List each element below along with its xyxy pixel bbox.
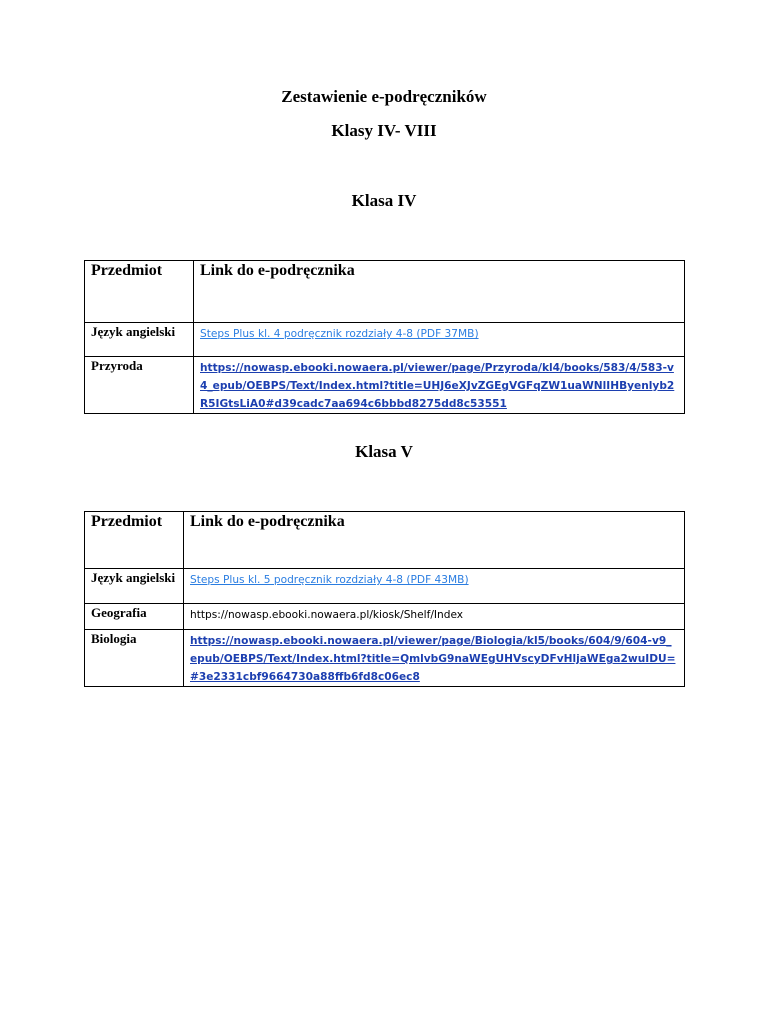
section-heading-klasa-iv: Klasa IV (351, 191, 417, 210)
ebook-link[interactable]: Steps Plus kl. 5 podręcznik rozdziały 4-8 (PDF 43MB) (190, 574, 469, 586)
ebook-table-klasa-v (84, 511, 685, 687)
link-cell (184, 604, 685, 630)
document-title: Zestawienie e-podręczników (281, 87, 487, 106)
subject-cell: Język angielski (85, 569, 184, 604)
section-heading-klasa-v: Klasa V (355, 442, 413, 461)
table-row (85, 357, 685, 414)
table-header-row (85, 512, 685, 569)
column-header-subject: Przedmiot (85, 512, 184, 569)
subject-cell: Język angielski (85, 323, 194, 357)
subject-cell: Przyroda (85, 357, 194, 414)
ebook-table-klasa-iv (84, 260, 685, 414)
subject-cell: Biologia (85, 630, 184, 687)
link-cell (194, 357, 685, 414)
column-header-link: Link do e-podręcznika (184, 512, 685, 569)
subject-cell: Geografia (85, 604, 184, 630)
table-row (85, 604, 685, 630)
table-header-row (85, 261, 685, 323)
ebook-link[interactable]: https://nowasp.ebooki.nowaera.pl/viewer/page/Przyroda/kl4/books/583/4/583-v4_epub/OEBPS/Text/Index.html?title=UHJ6eXJvZGEgVGFqZW1uaWNlIHByenlyb2R5IGtsLiA0#d39cadc7aa694c6bbbd8275dd8c53551 (200, 362, 675, 410)
link-cell (184, 630, 685, 687)
table-row (85, 569, 685, 604)
link-cell (184, 569, 685, 604)
table-row (85, 323, 685, 357)
column-header-subject: Przedmiot (85, 261, 194, 323)
table-row (85, 630, 685, 687)
document-subtitle: Klasy IV- VIII (331, 121, 437, 140)
link-cell (194, 323, 685, 357)
column-header-link: Link do e-podręcznika (194, 261, 685, 323)
ebook-link-text: https://nowasp.ebooki.nowaera.pl/kiosk/Shelf/Index (190, 609, 464, 621)
ebook-link[interactable]: Steps Plus kl. 4 podręcznik rozdziały 4-8 (PDF 37MB) (200, 328, 479, 340)
ebook-link[interactable]: https://nowasp.ebooki.nowaera.pl/viewer/page/Biologia/kl5/books/604/9/604-v9_epub/OEBPS/Text/Index.html?title=QmlvbG9naWEgUHVscyDFvHljaWEga2wuIDU=#3e2331cbf9664730a88ffb6fd8c06ec8 (190, 635, 676, 683)
